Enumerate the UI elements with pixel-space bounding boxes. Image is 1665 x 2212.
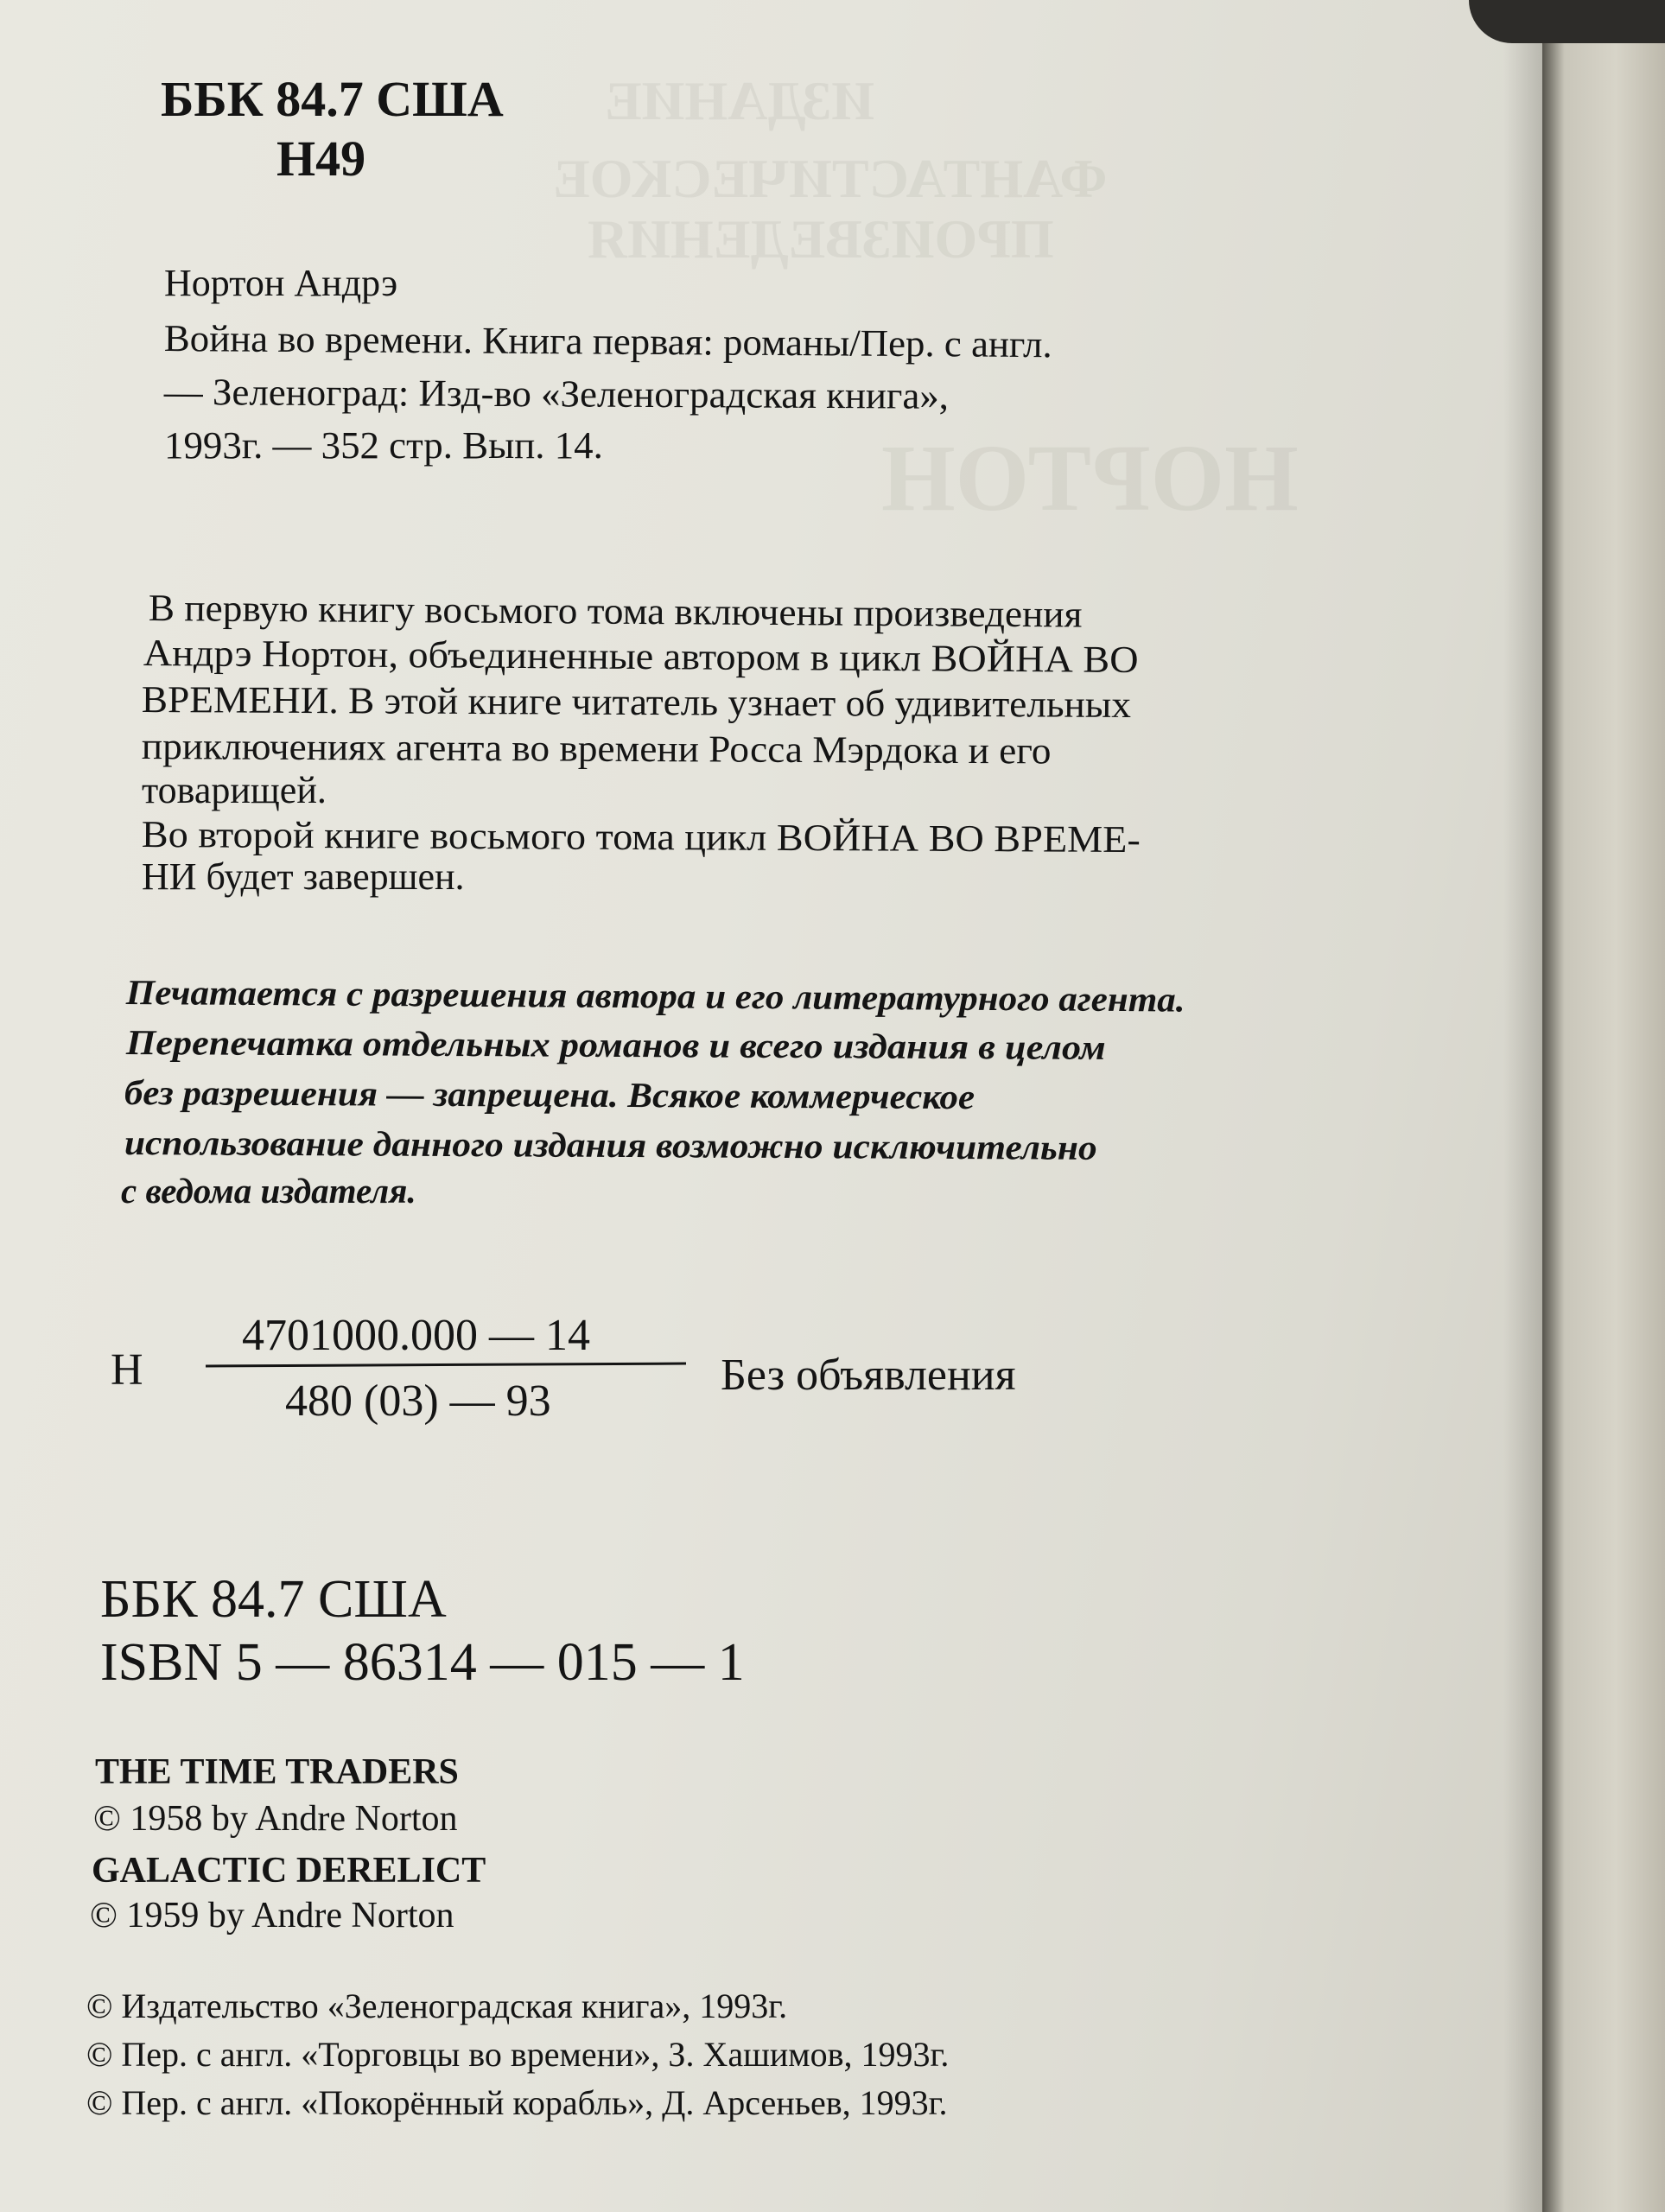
bibliography-line: Война во времени. Книга первая: романы/Пер. с англ. <box>163 317 1052 366</box>
background-corner <box>1469 0 1665 43</box>
annotation-line: НИ будет завершен. <box>142 855 465 898</box>
rights-notice-line: Печатается с разрешения автора и его литературного агента. <box>125 972 1185 1020</box>
show-through-shadow: ФАНТАСТИЧЕСКОЕ <box>553 148 1108 209</box>
original-title: THE TIME TRADERS <box>95 1752 459 1792</box>
catalog-bbk: ББК 84.7 США <box>100 1570 447 1629</box>
rights-notice-line: с ведома издателя. <box>121 1171 416 1211</box>
bibliography-line: 1993г. — 352 стр. Вып. 14. <box>164 424 603 467</box>
header-bbk: ББК 84.7 США <box>161 71 504 127</box>
original-copyright: © 1959 by Andre Norton <box>90 1896 454 1936</box>
fraction-bar <box>206 1363 686 1368</box>
annotation-line: товарищей. <box>142 769 327 811</box>
rights-notice-line: без разрешения — запрещена. Всякое коммерческое <box>124 1072 975 1117</box>
show-through-shadow: ИЗДАНИЕ <box>605 70 875 131</box>
annotation-line: Андрэ Нортон, объединенные автором в цикл ВОЙНА ВО <box>143 632 1139 682</box>
show-through-shadow: ПРОИЗВЕДЕНИЯ <box>588 208 1054 270</box>
annotation-line: приключениях агента во времени Росса Мэрдока и его <box>141 725 1052 772</box>
rights-notice-line: Перепечатка отдельных романов и всего издания в целом <box>125 1022 1106 1067</box>
annotation-line: ВРЕМЕНИ. В этой книге читатель узнает об удивительных <box>141 678 1132 726</box>
catalog-isbn: ISBN 5 — 86314 — 015 — 1 <box>100 1633 745 1692</box>
header-code: Н49 <box>276 130 366 187</box>
copyright-line: © Пер. с англ. «Покорённый корабль», Д. Арсеньев, 1993г. <box>86 2083 948 2122</box>
bibliography-line: — Зеленоград: Изд-во «Зеленоградская книга», <box>163 371 950 417</box>
index-numerator: 4701000.000 — 14 <box>242 1311 590 1360</box>
book-cover-edge <box>1542 0 1665 2212</box>
rights-notice-line: использование данного издания возможно исключительно <box>124 1122 1097 1167</box>
annotation-line: В первую книгу восьмого тома включены произведения <box>148 587 1083 636</box>
original-title: GALACTIC DERELICT <box>92 1851 486 1891</box>
annotation-line: Во второй книге восьмого тома цикл ВОЙНА ВО ВРЕМЕ- <box>141 813 1141 861</box>
index-letter: Н <box>111 1345 143 1395</box>
original-copyright: © 1958 by Andre Norton <box>93 1799 458 1839</box>
index-note: Без объявления <box>721 1351 1016 1400</box>
copyright-line: © Издательство «Зеленоградская книга», 1993г. <box>86 1986 788 2025</box>
index-denominator: 480 (03) — 93 <box>285 1376 551 1426</box>
copyright-line: © Пер. с англ. «Торговцы во времени», З. Хашимов, 1993г. <box>86 2035 950 2074</box>
bibliography-line: Нортон Андрэ <box>164 262 398 304</box>
show-through-shadow: НОРТОН <box>881 425 1299 531</box>
